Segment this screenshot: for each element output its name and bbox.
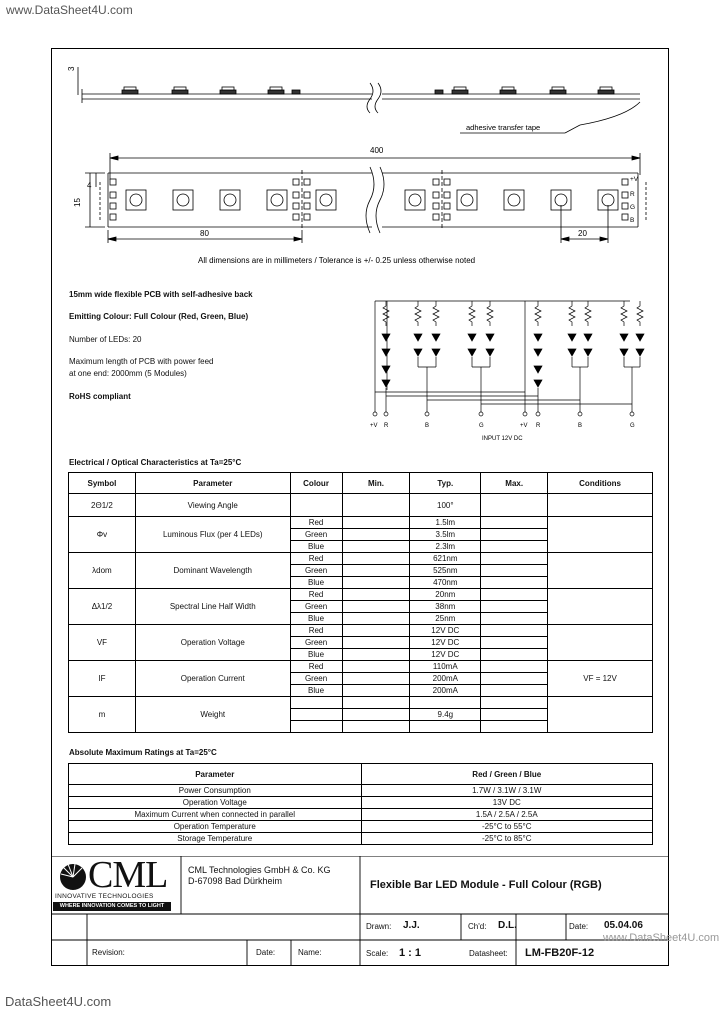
symbol-cell: λdom xyxy=(69,553,136,589)
circuit-diagram xyxy=(360,292,660,442)
colour-cell: Red xyxy=(290,553,342,565)
param-cell: Storage Temperature xyxy=(69,833,362,845)
symbol-cell: VF xyxy=(69,625,136,661)
colour-cell: Red xyxy=(290,625,342,637)
company-name: CML Technologies GmbH & Co. KG xyxy=(188,865,331,875)
param-cell: Maximum Current when connected in parallel xyxy=(69,809,362,821)
parameter-cell: Weight xyxy=(135,697,290,733)
parameter-cell: Luminous Flux (per 4 LEDs) xyxy=(135,517,290,553)
colour-cell xyxy=(290,494,342,517)
max-cell xyxy=(481,529,548,541)
circuit-label-b1: B xyxy=(425,423,430,429)
min-cell xyxy=(342,494,410,517)
typ-cell xyxy=(410,697,481,709)
max-cell xyxy=(481,649,548,661)
circuit-label-g2: G xyxy=(630,423,635,429)
dim-15: 15 xyxy=(73,198,82,207)
drawn-value: J.J. xyxy=(403,920,420,931)
max-cell xyxy=(481,589,548,601)
circuit-label-v2: +V xyxy=(520,423,528,429)
watermark-stamp: www.DataSheet4U.com xyxy=(603,932,720,944)
max-cell xyxy=(481,601,548,613)
logo-subtitle: INNOVATIVE TECHNOLOGIES xyxy=(55,893,154,900)
col-colour: Colour xyxy=(290,473,342,494)
typ-cell: 200mA xyxy=(410,685,481,697)
product-title: Flexible Bar LED Module - Full Colour (RGB) xyxy=(370,879,602,891)
colour-cell xyxy=(290,709,342,721)
min-cell xyxy=(342,625,410,637)
pin-label-g: G xyxy=(630,204,636,211)
min-cell xyxy=(342,565,410,577)
typ-cell: 3.5lm xyxy=(410,529,481,541)
value-cell: 1.7W / 3.1W / 3.1W xyxy=(361,785,652,797)
value-cell: -25°C to 55°C xyxy=(361,821,652,833)
condition-cell xyxy=(548,517,653,553)
circuit-input-label: INPUT 12V DC xyxy=(482,436,523,442)
typ-cell: 38nm xyxy=(410,601,481,613)
min-cell xyxy=(342,517,410,529)
feature-colour: Emitting Colour: Full Colour (Red, Green, Blue) xyxy=(69,312,249,321)
typ-cell: 9.4g xyxy=(410,709,481,721)
parameter-cell: Viewing Angle xyxy=(135,494,290,517)
min-cell xyxy=(342,613,410,625)
watermark-top: www.DataSheet4U.com xyxy=(6,3,133,17)
date-label: Date: xyxy=(569,922,589,931)
checked-value: D.L. xyxy=(498,920,517,931)
electrical-table xyxy=(68,472,653,733)
feature-max-length-2: at one end: 2000mm (5 Modules) xyxy=(69,369,187,378)
pin-label-v: +V xyxy=(630,176,639,183)
col-parameter: Parameter xyxy=(69,764,362,785)
col-parameter: Parameter xyxy=(135,473,290,494)
value-cell: 13V DC xyxy=(361,797,652,809)
parameter-cell: Operation Voltage xyxy=(135,625,290,661)
table-row xyxy=(69,833,653,845)
parameter-cell: Spectral Line Half Width xyxy=(135,589,290,625)
typ-cell: 470nm xyxy=(410,577,481,589)
dim-80: 80 xyxy=(200,229,209,238)
table-row xyxy=(69,625,653,637)
min-cell xyxy=(342,529,410,541)
max-cell xyxy=(481,637,548,649)
table-header-row xyxy=(69,764,653,785)
checked-label: Ch'd: xyxy=(468,922,487,931)
typ-cell: 621nm xyxy=(410,553,481,565)
col-min: Min. xyxy=(342,473,410,494)
max-cell xyxy=(481,553,548,565)
parameter-cell: Dominant Wavelength xyxy=(135,553,290,589)
condition-cell: VF = 12V xyxy=(548,661,653,697)
max-cell xyxy=(481,613,548,625)
datasheet-value: LM-FB20F-12 xyxy=(525,947,595,959)
colour-cell: Blue xyxy=(290,649,342,661)
table-row xyxy=(69,661,653,673)
min-cell xyxy=(342,541,410,553)
feature-led-count: Number of LEDs: 20 xyxy=(69,335,142,344)
colour-cell: Green xyxy=(290,637,342,649)
max-cell xyxy=(481,673,548,685)
condition-cell xyxy=(548,589,653,625)
dimension-note: All dimensions are in millimeters / Tolerance is +/- 0.25 unless otherwise noted xyxy=(198,256,476,265)
condition-cell xyxy=(548,494,653,517)
feature-max-length: Maximum length of PCB with power feed xyxy=(69,357,214,366)
revision-date-label: Date: xyxy=(256,948,276,957)
min-cell xyxy=(342,637,410,649)
value-cell: 1.5A / 2.5A / 2.5A xyxy=(361,809,652,821)
symbol-cell: IF xyxy=(69,661,136,697)
colour-cell: Green xyxy=(290,601,342,613)
table-row xyxy=(69,517,653,529)
drawn-label: Drawn: xyxy=(366,922,392,931)
datasheet-label: Datasheet: xyxy=(469,949,508,958)
symbol-cell: m xyxy=(69,697,136,733)
table-row xyxy=(69,589,653,601)
colour-cell: Green xyxy=(290,529,342,541)
max-cell xyxy=(481,494,548,517)
condition-cell xyxy=(548,625,653,661)
table-row xyxy=(69,809,653,821)
typ-cell: 525nm xyxy=(410,565,481,577)
dim-3: 3 xyxy=(67,66,76,71)
table-row xyxy=(69,797,653,809)
logo-slogan: WHERE INNOVATION COMES TO LIGHT xyxy=(53,902,171,911)
date-value: 05.04.06 xyxy=(604,920,643,931)
scale-value: 1 : 1 xyxy=(399,947,422,959)
value-cell: -25°C to 85°C xyxy=(361,833,652,845)
table-header-row xyxy=(69,473,653,494)
col-conditions: Conditions xyxy=(548,473,653,494)
min-cell xyxy=(342,709,410,721)
electrical-title: Electrical / Optical Characteristics at Ta=25°C xyxy=(69,458,242,467)
condition-cell xyxy=(548,553,653,589)
col-symbol: Symbol xyxy=(69,473,136,494)
typ-cell: 100° xyxy=(410,494,481,517)
min-cell xyxy=(342,601,410,613)
cml-logo-text: CML xyxy=(88,854,168,896)
absolute-title: Absolute Maximum Ratings at Ta=25°C xyxy=(69,748,217,757)
circuit-label-b2: B xyxy=(578,423,583,429)
max-cell xyxy=(481,709,548,721)
typ-cell: 12V DC xyxy=(410,649,481,661)
colour-cell: Blue xyxy=(290,685,342,697)
min-cell xyxy=(342,721,410,733)
typ-cell: 20nm xyxy=(410,589,481,601)
circuit-label-g1: G xyxy=(479,423,484,429)
typ-cell: 25nm xyxy=(410,613,481,625)
watermark-bottom: DataSheet4U.com xyxy=(5,994,112,1009)
parameter-cell: Operation Current xyxy=(135,661,290,697)
colour-cell: Green xyxy=(290,673,342,685)
max-cell xyxy=(481,685,548,697)
min-cell xyxy=(342,697,410,709)
typ-cell: 2.3lm xyxy=(410,541,481,553)
typ-cell: 12V DC xyxy=(410,625,481,637)
cml-logo-icon xyxy=(58,862,88,892)
typ-cell: 1.5lm xyxy=(410,517,481,529)
colour-cell: Red xyxy=(290,589,342,601)
circuit-label-r2: R xyxy=(536,423,541,429)
mechanical-drawing xyxy=(60,55,660,270)
scale-label: Scale: xyxy=(366,949,389,958)
max-cell xyxy=(481,577,548,589)
table-row xyxy=(69,785,653,797)
max-cell xyxy=(481,697,548,709)
circuit-label-v1: +V xyxy=(370,423,378,429)
min-cell xyxy=(342,661,410,673)
feature-pcb: 15mm wide flexible PCB with self-adhesive back xyxy=(69,290,253,299)
colour-cell xyxy=(290,721,342,733)
dim-20: 20 xyxy=(578,229,587,238)
typ-cell: 12V DC xyxy=(410,637,481,649)
min-cell xyxy=(342,649,410,661)
param-cell: Operation Temperature xyxy=(69,821,362,833)
colour-cell: Red xyxy=(290,517,342,529)
symbol-cell: Φv xyxy=(69,517,136,553)
revision-label: Revision: xyxy=(92,948,125,957)
pin-label-r: R xyxy=(630,191,635,198)
col-typ: Typ. xyxy=(410,473,481,494)
condition-cell xyxy=(548,697,653,733)
circuit-label-r1: R xyxy=(384,423,389,429)
typ-cell: 110mA xyxy=(410,661,481,673)
max-cell xyxy=(481,661,548,673)
pin-label-b: B xyxy=(630,217,635,224)
max-cell xyxy=(481,721,548,733)
param-cell: Operation Voltage xyxy=(69,797,362,809)
colour-cell: Blue xyxy=(290,541,342,553)
table-row xyxy=(69,553,653,565)
max-cell xyxy=(481,625,548,637)
max-cell xyxy=(481,541,548,553)
colour-cell: Red xyxy=(290,661,342,673)
name-label: Name: xyxy=(298,948,322,957)
col-max: Max. xyxy=(481,473,548,494)
adhesive-tape-label: adhesive transfer tape xyxy=(466,123,541,132)
colour-cell: Blue xyxy=(290,577,342,589)
dim-4: 4 xyxy=(87,181,92,190)
typ-cell xyxy=(410,721,481,733)
dim-400: 400 xyxy=(370,146,384,155)
absolute-table xyxy=(68,763,653,845)
col-rgb: Red / Green / Blue xyxy=(361,764,652,785)
min-cell xyxy=(342,673,410,685)
table-row xyxy=(69,494,653,517)
min-cell xyxy=(342,685,410,697)
company-address: D-67098 Bad Dürkheim xyxy=(188,876,283,886)
table-row xyxy=(69,697,653,709)
table-row xyxy=(69,821,653,833)
colour-cell: Green xyxy=(290,565,342,577)
colour-cell: Blue xyxy=(290,613,342,625)
min-cell xyxy=(342,589,410,601)
symbol-cell: Δλ1/2 xyxy=(69,589,136,625)
typ-cell: 200mA xyxy=(410,673,481,685)
symbol-cell: 2Θ1/2 xyxy=(69,494,136,517)
param-cell: Power Consumption xyxy=(69,785,362,797)
max-cell xyxy=(481,517,548,529)
colour-cell xyxy=(290,697,342,709)
min-cell xyxy=(342,553,410,565)
min-cell xyxy=(342,577,410,589)
feature-rohs: RoHS compliant xyxy=(69,392,131,401)
max-cell xyxy=(481,565,548,577)
